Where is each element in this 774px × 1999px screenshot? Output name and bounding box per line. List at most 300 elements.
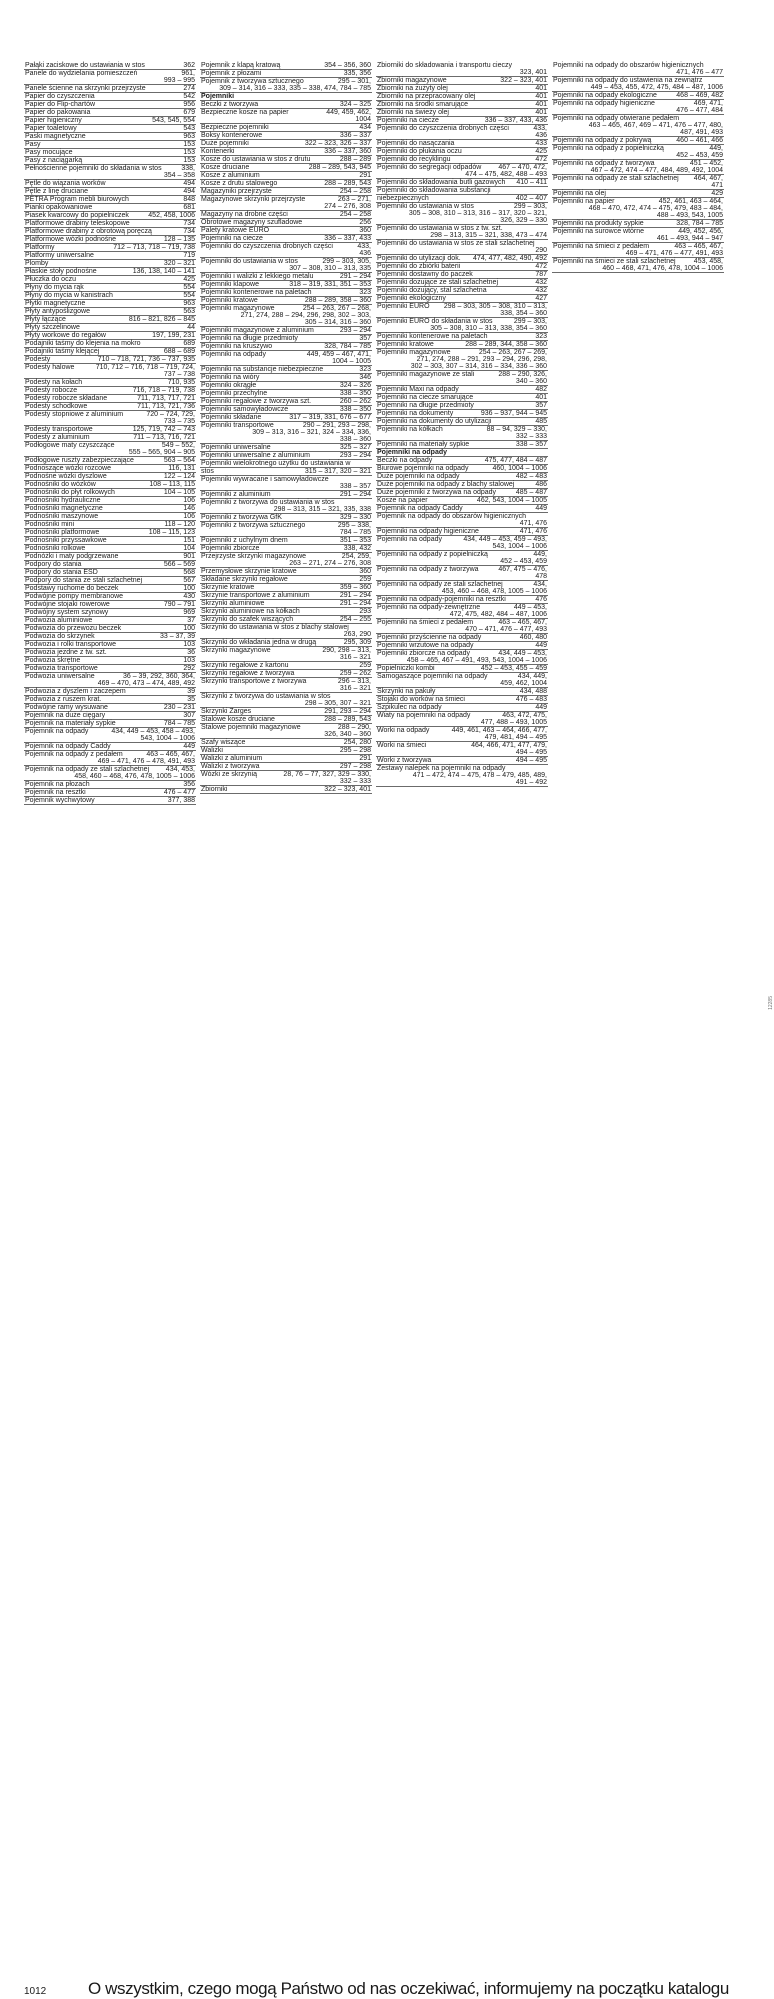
index-term	[377, 566, 547, 573]
index-pages: 434, 449 – 453,	[498, 650, 547, 657]
index-pages: 295 – 298	[339, 747, 371, 754]
index-pages: 37	[187, 617, 195, 624]
index-pages: 434, 449,	[517, 673, 547, 680]
index-pages: 427	[535, 295, 547, 302]
index-term-text: Płyny do mycia w kanistrach	[25, 292, 113, 299]
index-entry	[200, 716, 372, 724]
index-term-text: Podesty schodkowe	[25, 403, 88, 410]
index-entry	[376, 505, 548, 513]
index-entry	[24, 577, 196, 585]
index-term-text: Pasy	[25, 141, 41, 148]
index-pages: 430	[183, 593, 195, 600]
index-term-text: Podesty stopniowe z aluminium	[25, 411, 124, 418]
index-entry	[24, 766, 196, 781]
index-term-text: Platformowe drabiny teleskopowe	[25, 220, 130, 227]
index-entry	[552, 228, 724, 243]
index-term	[201, 188, 371, 195]
index-entry	[24, 133, 196, 141]
index-entry	[24, 292, 196, 300]
index-entry	[200, 289, 372, 297]
index-term	[201, 678, 371, 685]
index-pages: 44	[187, 324, 195, 331]
index-entry	[24, 316, 196, 324]
index-term	[25, 657, 195, 664]
index-entry	[200, 693, 372, 708]
index-term-text: Skrzynki na pakuły	[377, 688, 436, 695]
index-entry	[24, 609, 196, 617]
index-entry	[200, 70, 372, 78]
index-entry	[552, 145, 724, 160]
index-pages: 463 – 465, 467,	[674, 243, 723, 250]
index-entry	[376, 341, 548, 349]
index-term-text: Zbiorniki na świeży olej	[377, 109, 449, 116]
index-pages: 567	[183, 577, 195, 584]
index-term	[201, 374, 371, 381]
index-entry	[200, 545, 372, 553]
index-entry	[376, 386, 548, 394]
index-entry	[24, 165, 196, 180]
index-entry	[376, 650, 548, 665]
index-term-text: Pojemnik na odpady ze stali szlachetnej	[25, 766, 150, 773]
index-term-text: Podesty transportowe	[25, 426, 93, 433]
index-entry	[376, 426, 548, 441]
index-term	[377, 279, 547, 286]
index-pages: 288 – 289, 543	[324, 180, 371, 187]
index-term-text: Pojemniki EURO	[377, 303, 430, 310]
index-term	[553, 100, 723, 107]
index-entry	[24, 149, 196, 157]
index-pages: 324 – 325	[339, 101, 371, 108]
index-pages: 320 – 321	[163, 260, 195, 267]
index-pages-continued: 458, 460 – 468, 476, 478, 1005 – 1006	[74, 773, 195, 780]
index-term-text: Walizki	[201, 747, 223, 754]
index-pages: 425	[535, 148, 547, 155]
index-term-text: Bezpieczne pojemniki	[201, 124, 269, 131]
index-pages: 291, 293 – 294	[324, 708, 371, 715]
index-pages: 299 – 303,	[513, 203, 547, 210]
index-entry	[200, 406, 372, 414]
index-entry	[200, 164, 372, 172]
index-term	[25, 324, 195, 331]
index-entry	[376, 551, 548, 566]
index-column-2	[200, 62, 372, 794]
index-term-text: Skrzynki do ustawiania w stos z blachy stalowej	[201, 624, 349, 631]
index-entry	[376, 156, 548, 164]
index-entry	[552, 198, 724, 220]
index-term	[201, 351, 371, 358]
index-pages-continued: 471	[711, 182, 723, 189]
index-entry	[376, 255, 548, 263]
index-pages-continued: 479, 481, 494 – 495	[484, 734, 547, 741]
index-pages: 482 – 483	[515, 473, 547, 480]
index-pages: 719	[183, 252, 195, 259]
index-term	[25, 489, 195, 496]
index-term	[25, 236, 195, 243]
index-pages: 360	[359, 227, 371, 234]
index-term	[553, 137, 723, 144]
index-term-text: Stalowe kosze druciane	[201, 716, 275, 723]
index-pages: 963	[183, 133, 195, 140]
index-pages: 322 – 323, 326 – 337	[304, 140, 371, 147]
index-term-text: PETRA Program mebli biurowych	[25, 196, 129, 203]
index-term	[201, 724, 371, 731]
index-pages: 359 – 360	[339, 584, 371, 591]
index-entry	[24, 276, 196, 284]
index-pages: 254 – 258	[339, 211, 371, 218]
index-entry	[200, 608, 372, 616]
index-term	[25, 465, 195, 472]
index-term	[25, 212, 195, 219]
index-pages: 288 – 289, 358 – 360	[304, 297, 371, 304]
index-term-text: Pojemniki	[201, 93, 235, 100]
index-pages-continued: 305 – 308, 310 – 313, 316 – 317, 320 – 321,	[408, 210, 547, 217]
index-term-text: Kosze na papier	[377, 497, 428, 504]
index-entry	[200, 600, 372, 608]
index-entry	[376, 349, 548, 371]
index-pages: 434, 449 – 453, 459 – 493,	[463, 536, 547, 543]
index-term	[25, 220, 195, 227]
index-term-text: Beczki na odpady	[377, 457, 433, 464]
index-entry	[24, 395, 196, 403]
index-term-text: Płyty szczelinowe	[25, 324, 80, 331]
index-term	[201, 576, 371, 583]
index-pages: 377, 388	[167, 797, 195, 804]
index-entry	[24, 657, 196, 665]
index-term-text: Skrzynie kratowe	[201, 584, 255, 591]
index-entry	[200, 771, 372, 786]
index-term-text: Podnośniki do płyt rolkowych	[25, 489, 115, 496]
index-entry	[200, 398, 372, 406]
page-footer	[0, 986, 772, 1998]
index-entry	[200, 755, 372, 763]
index-term	[201, 297, 371, 304]
index-pages: 956	[183, 101, 195, 108]
index-pages-continued: 494 – 495	[515, 749, 547, 756]
index-pages: 734	[183, 220, 195, 227]
index-term-text: Papier higieniczny	[25, 117, 82, 124]
index-term-text: Podajniki taśmy do klejenia na mokro	[25, 340, 141, 347]
index-term-text: Pojemniki na odpady	[377, 536, 442, 543]
index-entry	[200, 305, 372, 327]
index-term-text: Platformowe drabiny z obrotową poręczą	[25, 228, 152, 235]
index-entry	[376, 688, 548, 696]
index-term-text: Kosze do ustawiania w stos z drutu	[201, 156, 311, 163]
index-term	[377, 473, 547, 480]
index-term-text: Przemysłowe skrzynie kratowe	[201, 568, 297, 575]
index-term	[201, 164, 371, 171]
index-pages-continued: 338, 354 – 360	[500, 310, 547, 317]
index-entry	[376, 394, 548, 402]
index-term	[377, 156, 547, 163]
index-pages: 464, 466, 471, 477, 479,	[471, 742, 547, 749]
index-term	[377, 255, 547, 262]
index-term	[201, 148, 371, 155]
index-term-text: Płyny do mycia rąk	[25, 284, 84, 291]
index-term	[553, 145, 723, 152]
index-term-text: Pojemniki na odpady do obszarów higienicznych	[553, 62, 704, 69]
index-term	[25, 252, 195, 259]
index-pages-continued: 332 – 333	[339, 778, 371, 785]
index-term	[25, 649, 195, 656]
index-pages: 329 – 330	[339, 514, 371, 521]
index-term	[553, 77, 723, 84]
index-pages: 494	[183, 188, 195, 195]
index-pages: 293 – 294	[339, 327, 371, 334]
index-term-text: Pojemniki na dokumenty	[377, 410, 454, 417]
index-pages-continued: 309 – 314, 316 – 333, 335 – 338, 474, 784 – 785	[219, 85, 371, 92]
index-term	[25, 696, 195, 703]
index-term	[201, 327, 371, 334]
index-pages-continued: 332 – 333	[515, 433, 547, 440]
index-pages: 153	[183, 149, 195, 156]
index-term-text: Pojemniki magazynowe z aluminium	[201, 327, 314, 334]
index-entry	[376, 489, 548, 497]
index-entry	[24, 204, 196, 212]
index-term-text: Szpikulec na odpady	[377, 704, 442, 711]
index-entry	[24, 70, 196, 85]
index-entry	[24, 465, 196, 473]
index-pages: 563	[183, 308, 195, 315]
index-entry	[376, 665, 548, 673]
index-term	[201, 258, 371, 265]
index-term	[201, 747, 371, 754]
index-pages: 467, 475 – 476,	[498, 566, 547, 573]
index-term	[201, 281, 371, 288]
index-term	[25, 411, 195, 418]
index-pages-continued: 326, 340 – 360	[324, 731, 371, 738]
index-entry	[376, 497, 548, 505]
index-entry	[376, 402, 548, 410]
index-entry	[200, 647, 372, 662]
index-term-text: Podnośniki przyssawkowe	[25, 537, 107, 544]
index-term	[377, 604, 547, 611]
index-entry	[200, 62, 372, 70]
index-term	[201, 289, 371, 296]
index-term	[25, 442, 195, 449]
index-term-text: Pojemniki magazynowe	[201, 305, 275, 312]
index-pages: 689	[183, 340, 195, 347]
index-pages: 299 – 303,	[513, 318, 547, 325]
index-pages: 433,	[533, 125, 547, 132]
index-term-text: Podwozia z ruszem krat.	[25, 696, 102, 703]
index-entry	[552, 100, 724, 115]
index-term	[553, 228, 723, 235]
index-term-text: Podnoszące wózki rozcowe	[25, 465, 111, 472]
index-term-text: Podesty halowe	[25, 364, 75, 371]
index-pages: 288 – 289, 543, 945	[308, 164, 371, 171]
index-term-text: Podwozia do przewozu beczek	[25, 625, 122, 632]
index-term	[25, 561, 195, 568]
index-entry	[200, 148, 372, 156]
index-pages: 357	[535, 402, 547, 409]
index-pages-continued: 453, 460 – 468, 478, 1005 – 1006	[441, 588, 547, 595]
index-pages: 463 – 465, 467,	[498, 619, 547, 626]
index-pages: 230 – 231	[163, 704, 195, 711]
index-term-text: Pojemniki do zbiórki baterii	[377, 263, 461, 270]
index-pages: 100	[183, 585, 195, 592]
index-entry	[376, 187, 548, 195]
index-pages: 434,	[533, 581, 547, 588]
index-term	[25, 395, 195, 402]
index-pages: 256	[359, 219, 371, 226]
index-entry	[376, 712, 548, 727]
index-entry	[24, 62, 196, 70]
index-entry	[200, 476, 372, 491]
index-pages: 346	[359, 374, 371, 381]
index-term	[377, 596, 547, 603]
index-term-text: Pojemniki na ciecze	[201, 235, 263, 242]
index-term-text: Podwozia transportowe	[25, 665, 98, 672]
index-entry	[200, 382, 372, 390]
index-entry	[552, 175, 724, 190]
index-pages-continued: 487, 491, 493	[680, 129, 723, 136]
index-term-text: Pojemniki z tworzywa GfK	[201, 514, 282, 521]
index-pages-continued: 338 – 357	[339, 483, 371, 490]
index-term	[201, 468, 371, 475]
index-pages: 460, 480	[519, 634, 547, 641]
index-term	[25, 673, 195, 680]
index-term-text: Pojemniki do czyszczenia drobnych części	[377, 125, 509, 132]
index-term	[25, 766, 195, 773]
index-term	[201, 382, 371, 389]
index-term-text: Skrzynki Zarges	[201, 708, 252, 715]
index-term	[377, 140, 547, 147]
index-pages: 716, 718 – 719, 738	[132, 387, 195, 394]
index-term	[201, 422, 371, 429]
index-term-text: Platformowe wózki podnośne	[25, 236, 117, 243]
index-term-text: Kontenerki	[201, 148, 235, 155]
index-entry	[200, 109, 372, 124]
index-pages: 295 – 301,	[337, 78, 371, 85]
index-pages: 298 – 303, 305 – 308, 310 – 313,	[443, 303, 547, 310]
index-pages: 136, 138, 140 – 141	[132, 268, 195, 275]
index-pages: 254 – 263, 267 – 268,	[302, 305, 371, 312]
index-term-text: niebezpiecznych	[377, 195, 429, 202]
index-term	[201, 219, 371, 226]
index-term-text: Pojemniki do recyklingu	[377, 156, 451, 163]
index-term	[25, 601, 195, 608]
index-term-text: Pojemniki dozujący, stal szlachetna	[377, 287, 487, 294]
index-term	[25, 157, 195, 164]
index-pages: 288 – 289	[339, 156, 371, 163]
index-term	[201, 124, 371, 131]
index-pages: 554	[183, 284, 195, 291]
index-entry	[24, 751, 196, 766]
index-pages: 542	[183, 93, 195, 100]
index-term-text: Skrzynki regałowe z tworzywa	[201, 670, 295, 677]
index-term	[25, 641, 195, 648]
index-pages: 103	[183, 641, 195, 648]
index-pages: 471, 476	[519, 528, 547, 535]
index-entry	[24, 117, 196, 125]
index-pages-continued: 436	[535, 132, 547, 139]
index-entry	[24, 728, 196, 743]
index-term	[201, 693, 371, 700]
index-pages: 969	[183, 609, 195, 616]
index-entry	[200, 180, 372, 188]
index-term-text: Pojemnik na materiały sypkie	[25, 720, 116, 727]
index-term	[25, 585, 195, 592]
index-term	[553, 198, 723, 205]
index-term	[25, 188, 195, 195]
index-entry	[24, 720, 196, 728]
index-entry	[376, 77, 548, 85]
index-entry	[376, 634, 548, 642]
index-pages: 317 – 319, 331, 676 – 677	[289, 414, 371, 421]
index-term-text: Obrotowe magazyny szufladowe	[201, 219, 303, 226]
index-term	[377, 402, 547, 409]
index-pages: 260 – 262	[339, 398, 371, 405]
index-entry	[200, 235, 372, 243]
index-term-text: Pojemniki z tworzywa sztucznego	[201, 522, 306, 529]
index-term-text: Pojemniki do ustawiania w stos	[201, 258, 298, 265]
index-term-text: Podpory do stania ze stali szlachetnej	[25, 577, 143, 584]
index-entry	[24, 797, 196, 805]
index-term	[25, 356, 195, 363]
index-pages-continued: 458 – 465, 467 – 491, 493, 543, 1004 – 1006	[406, 657, 547, 664]
index-term	[377, 497, 547, 504]
index-term	[553, 115, 723, 122]
index-entry	[24, 529, 196, 537]
index-pages-continued: 555 – 565, 904 – 905	[128, 449, 195, 456]
index-pages: 784 – 785	[163, 720, 195, 727]
index-term	[201, 140, 371, 147]
index-term	[377, 688, 547, 695]
index-term	[553, 190, 723, 197]
index-term-text: Podpory do stania ESD	[25, 569, 98, 576]
index-term	[25, 712, 195, 719]
index-pages: 449	[535, 704, 547, 711]
index-term-text: Pojemniki zbiorcze	[201, 545, 260, 552]
index-entry	[552, 243, 724, 258]
index-term-text: Panele do wydzielania pomieszczeń	[25, 70, 138, 77]
index-entry	[200, 499, 372, 514]
index-pages-continued: 452 – 453, 459	[676, 152, 723, 159]
index-entry	[552, 92, 724, 100]
index-pages: 153	[183, 157, 195, 164]
index-term-text: Pojemniki do ustawiania w stos	[377, 203, 474, 210]
index-term-text: Przejrzyste skrzynki magazynowe	[201, 553, 307, 560]
index-pages: 354 – 356, 360	[324, 62, 371, 69]
index-pages-continued: 733 – 735	[163, 418, 195, 425]
index-term	[377, 634, 547, 641]
index-pages: 322 – 323, 401	[324, 786, 371, 793]
index-pages: 293	[359, 608, 371, 615]
index-term-text: Pojemniki na papier	[553, 198, 615, 205]
index-pages: 362	[183, 62, 195, 69]
index-term-text: Pojemniki na substancje niebezpieczne	[201, 366, 324, 373]
index-pages: 720 – 724, 729,	[146, 411, 195, 418]
index-entry	[200, 514, 372, 522]
index-pages: 328, 784 – 785	[324, 343, 371, 350]
index-term	[377, 465, 547, 472]
index-pages: 449, 461, 463 – 464, 466, 477,	[451, 727, 547, 734]
index-term	[25, 505, 195, 512]
index-entry	[24, 712, 196, 720]
index-pages-continued: 449 – 453, 455, 472, 475, 484 – 487, 1006	[590, 84, 723, 91]
index-term-text: Pojemniki dozujące ze stali szlachetnej	[377, 279, 499, 286]
index-pages: 118 – 120	[164, 521, 195, 528]
index-term-text: Platformy uniwersalne	[25, 252, 94, 259]
index-term-text: Podnośniki do wózków	[25, 481, 96, 488]
index-term	[377, 619, 547, 626]
index-entry	[200, 708, 372, 716]
index-pages: 568	[183, 569, 195, 576]
index-term	[25, 300, 195, 307]
index-pages-continued: 474 – 475, 482, 488 – 493	[465, 171, 547, 178]
index-pages-continued: 316 – 321	[339, 654, 371, 661]
index-term	[201, 444, 371, 451]
